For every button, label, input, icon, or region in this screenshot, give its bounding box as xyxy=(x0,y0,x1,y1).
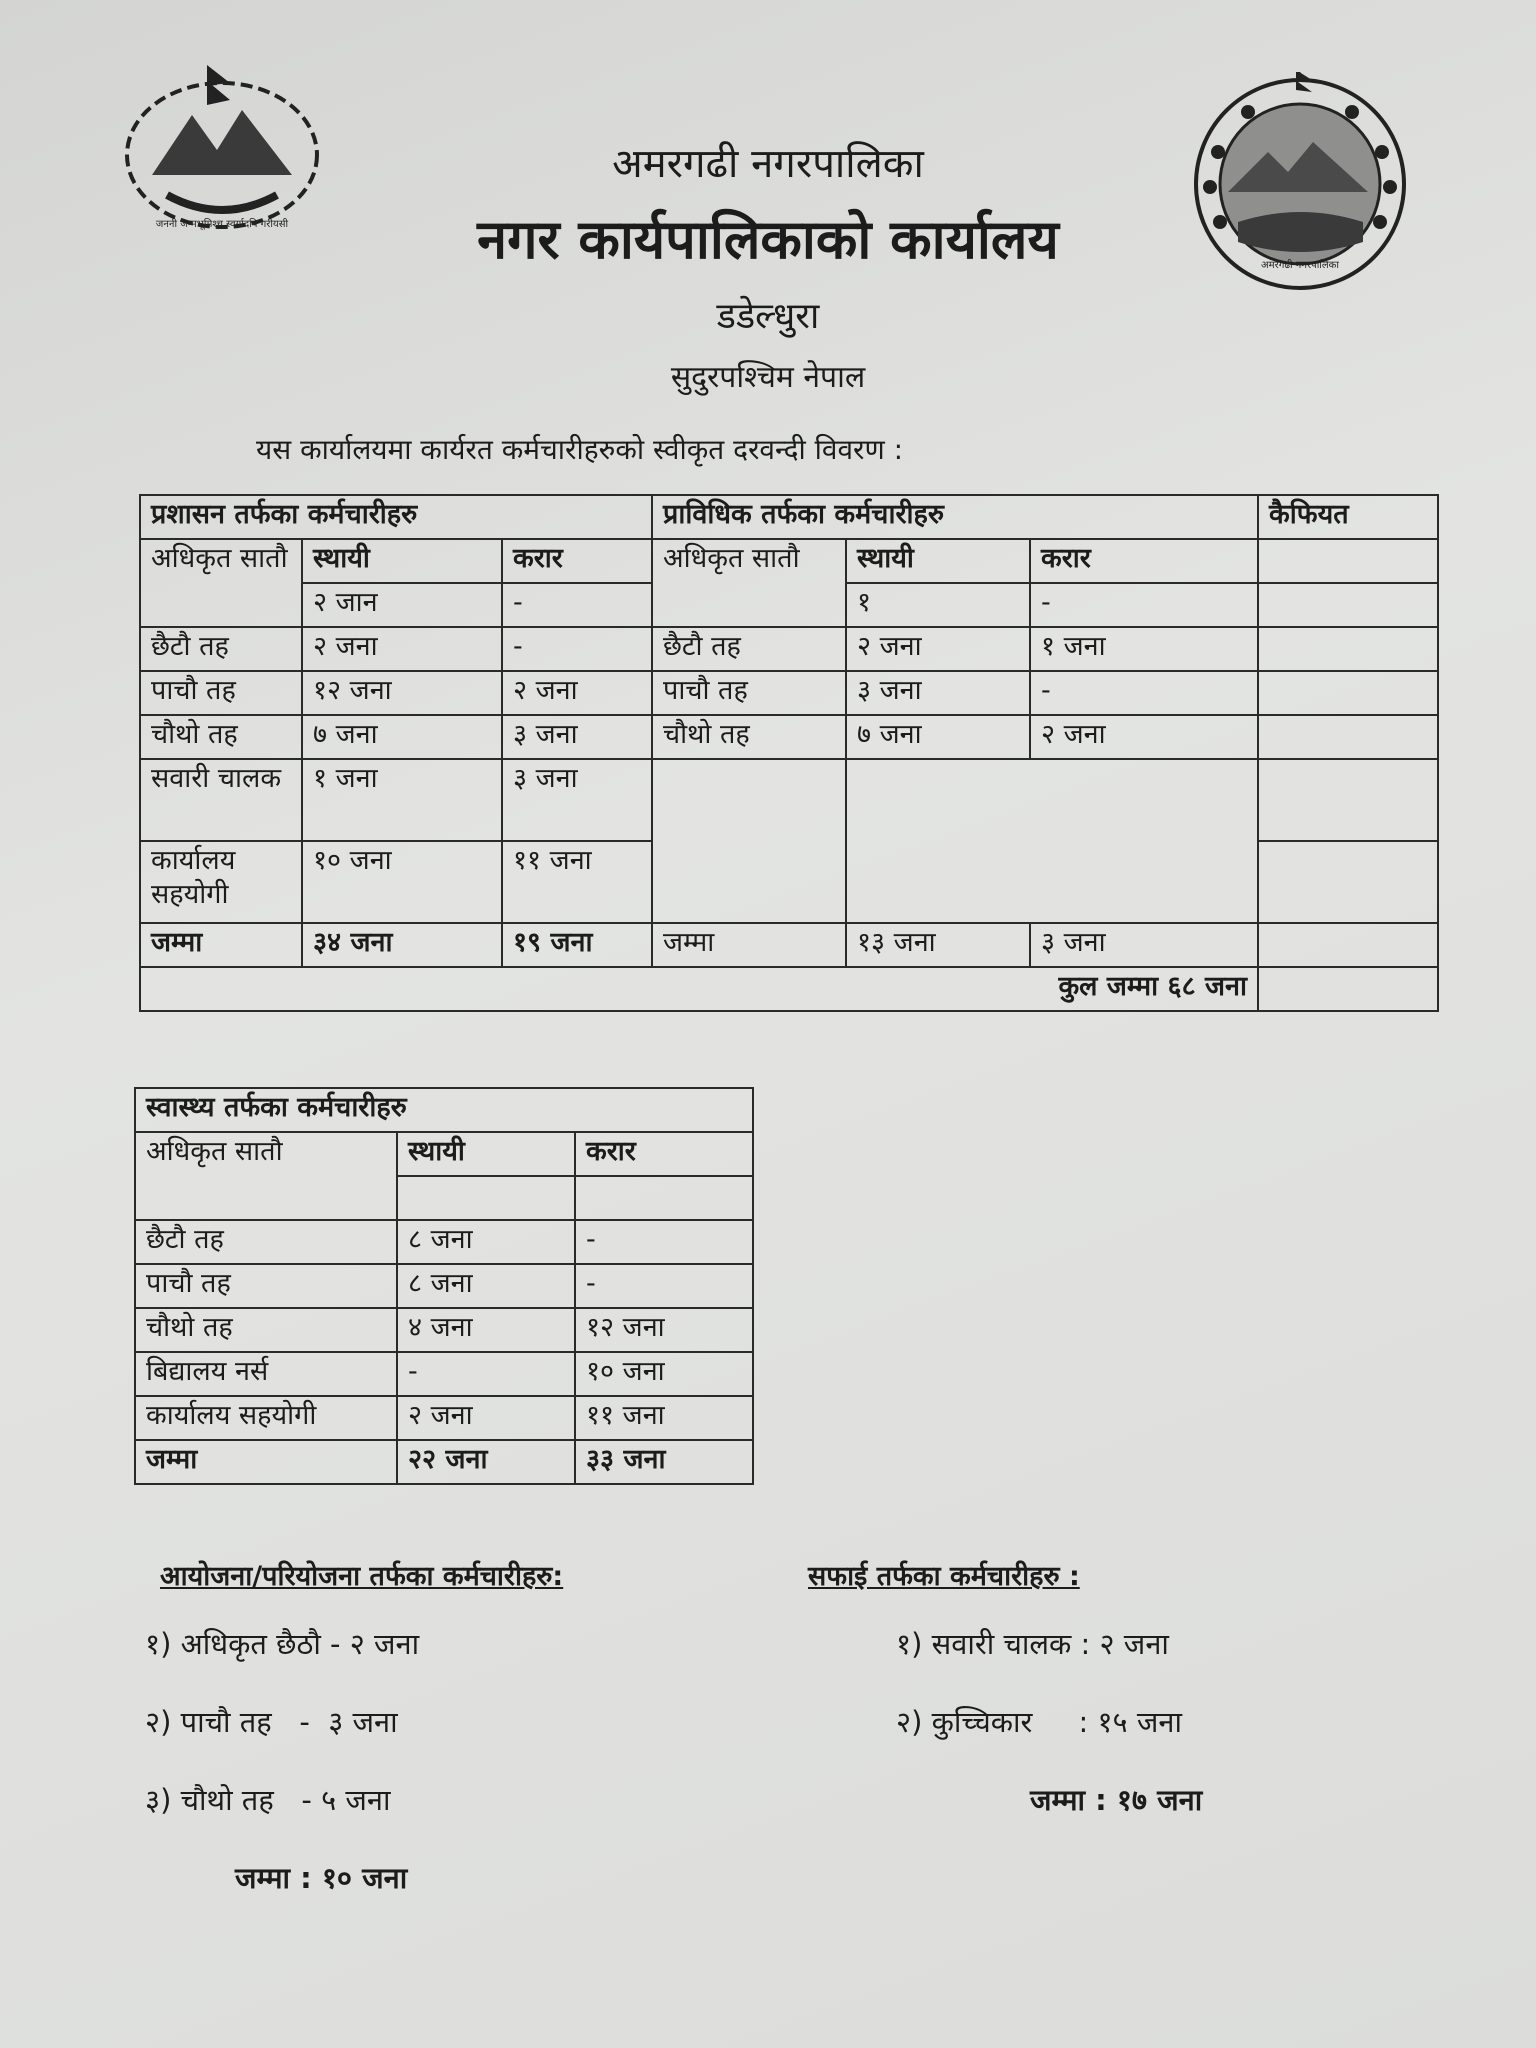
tech-total-contract: ३ जना xyxy=(1030,923,1258,967)
table-cell: छैटौ तह xyxy=(140,627,302,671)
admin-total-label: जम्मा xyxy=(140,923,302,967)
table-cell: ३ जना xyxy=(846,671,1030,715)
list-item: १) अधिकृत छैठौ - २ जना xyxy=(145,1627,420,1661)
table-cell: चौथो तह xyxy=(135,1308,397,1352)
table-cell: कार्यालय सहयोगी xyxy=(140,841,302,923)
empty-cell xyxy=(652,759,846,923)
table-cell: ११ जना xyxy=(575,1396,753,1440)
empty-cell xyxy=(397,1176,575,1220)
admin-section-title: प्रशासन तर्फका कर्मचारीहरु xyxy=(140,495,652,539)
table-cell: - xyxy=(397,1352,575,1396)
tech-col-post-header: अधिकृत सातौ xyxy=(652,539,846,627)
table-cell: पाचौ तह xyxy=(652,671,846,715)
tech-col-perm-header: स्थायी xyxy=(846,539,1030,583)
table-cell: १० जना xyxy=(575,1352,753,1396)
table-cell: पाचौ तह xyxy=(140,671,302,715)
remarks-cell xyxy=(1258,627,1438,671)
table-cell: १ जना xyxy=(1030,627,1258,671)
health-total-contract: ३३ जना xyxy=(575,1440,753,1484)
tech-total-perm: १३ जना xyxy=(846,923,1030,967)
svg-text:अमरगढी नगरपालिका: अमरगढी नगरपालिका xyxy=(1261,260,1339,271)
remarks-cell xyxy=(1258,967,1438,1011)
col-contract-header: करार xyxy=(502,539,652,583)
remarks-cell xyxy=(1258,759,1438,841)
table-cell: २ जना xyxy=(1030,715,1258,759)
table-cell: २ जना xyxy=(397,1396,575,1440)
remarks-cell xyxy=(1258,923,1438,967)
list-item: २) पाचौ तह - ३ जना xyxy=(145,1705,398,1739)
staff-table-admin-tech xyxy=(139,494,1439,1012)
project-section-title: आयोजना/परियोजना तर्फका कर्मचारीहरु: xyxy=(160,1561,564,1592)
staff-table-health xyxy=(134,1087,754,1485)
admin-total-perm: ३४ जना xyxy=(302,923,502,967)
intro-text: यस कार्यालयमा कार्यरत कर्मचारीहरुको स्वीकृत दरवन्दी विवरण : xyxy=(256,433,904,466)
remarks-header: कैफियत xyxy=(1258,495,1438,539)
table-cell: १२ जना xyxy=(575,1308,753,1352)
list-item: १) सवारी चालक : २ जना xyxy=(896,1627,1169,1661)
table-cell: २ जान xyxy=(302,583,502,627)
table-cell: ११ जना xyxy=(502,841,652,923)
table-cell: २ जना xyxy=(302,627,502,671)
province-name: सुदुरपश्चिम नेपाल xyxy=(670,360,866,395)
table-cell: १२ जना xyxy=(302,671,502,715)
table-cell: ७ जना xyxy=(846,715,1030,759)
municipality-name: अमरगढी नगरपालिका xyxy=(612,141,924,187)
table-cell: ८ जना xyxy=(397,1264,575,1308)
table-cell: २ जना xyxy=(846,627,1030,671)
grand-total: कुल जम्मा ६८ जना xyxy=(140,967,1258,1011)
table-cell: १ जना xyxy=(302,759,502,841)
table-cell: - xyxy=(1030,583,1258,627)
remarks-cell xyxy=(1258,583,1438,627)
col-perm-header: स्थायी xyxy=(397,1132,575,1176)
table-cell: कार्यालय सहयोगी xyxy=(135,1396,397,1440)
table-cell: बिद्यालय नर्स xyxy=(135,1352,397,1396)
table-cell: ८ जना xyxy=(397,1220,575,1264)
table-cell: ४ जना xyxy=(397,1308,575,1352)
district-name: डडेल्धुरा xyxy=(716,296,820,337)
table-cell: - xyxy=(575,1264,753,1308)
cleaning-section-title: सफाई तर्फका कर्मचारीहरु : xyxy=(808,1561,1080,1592)
project-total: जम्मा : १० जना xyxy=(235,1861,408,1895)
empty-cell xyxy=(846,759,1258,923)
table-cell: ३ जना xyxy=(502,715,652,759)
remarks-cell xyxy=(1258,671,1438,715)
health-total-label: जम्मा xyxy=(135,1440,397,1484)
table-cell: छैटौ तह xyxy=(652,627,846,671)
remarks-cell xyxy=(1258,539,1438,583)
col-post-header: अधिकृत सातौ xyxy=(135,1132,397,1220)
table-cell: - xyxy=(1030,671,1258,715)
health-total-perm: २२ जना xyxy=(397,1440,575,1484)
table-cell: ३ जना xyxy=(502,759,652,841)
table-cell: छैटौ तह xyxy=(135,1220,397,1264)
table-cell: १० जना xyxy=(302,841,502,923)
svg-text:जननी जन्मभूमिश्च स्वर्गादपि गर: जननी जन्मभूमिश्च स्वर्गादपि गरीयसी xyxy=(155,219,289,230)
table-cell: १ xyxy=(846,583,1030,627)
list-item: ३) चौथो तह - ५ जना xyxy=(145,1783,391,1817)
table-cell: चौथो तह xyxy=(652,715,846,759)
tech-total-label: जम्मा xyxy=(652,923,846,967)
cleaning-total: जम्मा : १७ जना xyxy=(1030,1783,1203,1817)
tech-section-title: प्राविधिक तर्फका कर्मचारीहरु xyxy=(652,495,1258,539)
remarks-cell xyxy=(1258,841,1438,923)
list-item: २) कुच्चिकार : १५ जना xyxy=(896,1705,1182,1739)
table-cell: चौथो तह xyxy=(140,715,302,759)
table-cell: - xyxy=(502,583,652,627)
table-cell: पाचौ तह xyxy=(135,1264,397,1308)
col-contract-header: करार xyxy=(575,1132,753,1176)
table-cell: - xyxy=(575,1220,753,1264)
table-cell: २ जना xyxy=(502,671,652,715)
table-cell: - xyxy=(502,627,652,671)
col-perm-header: स्थायी xyxy=(302,539,502,583)
empty-cell xyxy=(575,1176,753,1220)
table-cell: सवारी चालक xyxy=(140,759,302,841)
office-title: नगर कार्यपालिकाको कार्यालय xyxy=(477,208,1059,271)
remarks-cell xyxy=(1258,715,1438,759)
admin-total-contract: १९ जना xyxy=(502,923,652,967)
col-post-header: अधिकृत सातौ xyxy=(140,539,302,627)
health-section-title: स्वास्थ्य तर्फका कर्मचारीहरु xyxy=(135,1088,753,1132)
table-cell: ७ जना xyxy=(302,715,502,759)
tech-col-contract-header: करार xyxy=(1030,539,1258,583)
